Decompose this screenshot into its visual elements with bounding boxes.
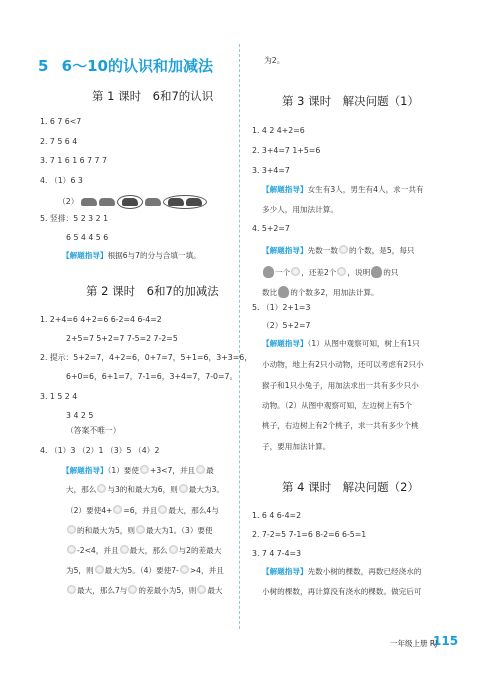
hint-line: 多少人，用加法计算。 bbox=[262, 205, 338, 214]
lesson4-title: 第 4 课时 解决问题（2） bbox=[282, 480, 419, 494]
hint-label: 【解题指导】 bbox=[262, 246, 308, 255]
peach-icon bbox=[337, 267, 346, 276]
hint-label: 【解题指导】 bbox=[262, 185, 308, 194]
hint-text: 最大为3。 bbox=[188, 485, 225, 494]
hint-text: （1）从图中观察可知，树上有1只 bbox=[307, 339, 420, 348]
monkey-icon bbox=[263, 266, 274, 278]
chapter-title: 6～10的认识和加减法 bbox=[61, 57, 213, 75]
hint-text: 的只 bbox=[383, 268, 399, 277]
answer-line: 5. 竖排：5 2 3 2 1 bbox=[40, 214, 109, 223]
answer-line: 3. 3+4=7 bbox=[252, 166, 290, 175]
car-picture bbox=[81, 195, 207, 209]
hint-text: 的个数多2，用加法计算。 bbox=[290, 288, 379, 297]
hint-text: 的个数，是5，每只 bbox=[348, 246, 415, 255]
hint-line bbox=[262, 266, 398, 278]
hint-text: ，还差2个 bbox=[301, 268, 337, 277]
hint-line: 子，要用加法计算。 bbox=[262, 442, 331, 451]
column-divider bbox=[239, 44, 240, 629]
answer-line: 4. 5+2=7 bbox=[252, 224, 290, 233]
flower-icon bbox=[196, 465, 205, 474]
flower-icon bbox=[169, 545, 178, 554]
flower-icon bbox=[113, 505, 122, 514]
flower-icon bbox=[67, 585, 76, 594]
flower-icon bbox=[120, 545, 129, 554]
chapter-number: 5 bbox=[38, 57, 49, 75]
answer-line: 2. 7-2=5 7-1=6 8-2=6 6-5=1 bbox=[252, 530, 367, 539]
hint-text: 最大，那么 bbox=[129, 546, 168, 555]
answer-line: 4. （1）6 3 bbox=[40, 176, 83, 185]
peach-icon bbox=[339, 245, 348, 254]
hint-text: 最 bbox=[206, 466, 214, 475]
hint-line bbox=[62, 465, 214, 476]
chapter-heading bbox=[38, 55, 213, 76]
answer-line: 3. 7 4 7-4=3 bbox=[252, 549, 302, 558]
hint-text: 的差最小为5，则 bbox=[138, 586, 197, 595]
answer-line: 3 4 2 5 bbox=[66, 411, 94, 420]
answer-line: 2+5=7 5+2=7 7-5=2 7-2=5 bbox=[66, 334, 178, 343]
hint-text: 与3的和最大为6，则 bbox=[107, 485, 178, 494]
continued-text: 为2。 bbox=[264, 56, 285, 65]
flower-icon bbox=[158, 505, 167, 514]
flower-icon bbox=[180, 565, 189, 574]
answer-line: 1. 4 2 4+2=6 bbox=[252, 126, 305, 135]
hint-line bbox=[262, 184, 424, 195]
car-icon bbox=[186, 198, 202, 206]
answer-line: 2. 7 5 6 4 bbox=[40, 137, 78, 146]
hint-line bbox=[66, 585, 223, 596]
answer-line: 1. 6 4 6-4=2 bbox=[252, 511, 302, 520]
circled-cars bbox=[117, 195, 143, 209]
flower-icon bbox=[136, 525, 145, 534]
hint-text: 先数小树的棵数，再数已经浇水的 bbox=[307, 567, 422, 576]
page-number: 115 bbox=[433, 634, 459, 648]
flower-icon bbox=[67, 545, 76, 554]
hint-text: 数比 bbox=[262, 288, 278, 297]
peach-icon bbox=[291, 267, 300, 276]
hint-line bbox=[66, 484, 224, 495]
hint-text: （2）要使4+ bbox=[66, 506, 113, 515]
hint-text: 一个 bbox=[275, 268, 291, 277]
hint-text: 最大，那么4与 bbox=[168, 506, 219, 515]
flower-icon bbox=[97, 484, 106, 493]
lesson3-title: 第 3 课时 解决问题（1） bbox=[282, 94, 419, 108]
hint-line: 猴子和1只小兔子，用加法求出一共有多少只小 bbox=[262, 381, 419, 390]
hint-line bbox=[66, 525, 213, 536]
hint-text: 最大 bbox=[207, 586, 223, 595]
hint-text: 与2的差最大 bbox=[178, 546, 222, 555]
lesson2-title: 第 2 课时 6和7的加减法 bbox=[86, 284, 219, 298]
hint-text: 大，那么 bbox=[66, 485, 97, 494]
answer-line: 3. 7 1 6 1 6 7 7 7 bbox=[40, 156, 107, 165]
hint-line: 小树的棵数，再计算没有浇水的棵数。做完后可 bbox=[262, 587, 422, 596]
flower-icon bbox=[179, 484, 188, 493]
hint-line bbox=[262, 566, 421, 577]
hint-line: 小动物，地上有2只小动物，还可以考虑有2只小 bbox=[262, 360, 424, 369]
flower-icon bbox=[197, 585, 206, 594]
answer-line: 5. （1）2+1=3 bbox=[252, 303, 311, 312]
hint-label: 【解题指导】 bbox=[262, 567, 308, 576]
hint-label: 【解题指导】 bbox=[62, 466, 108, 475]
hint-line: 动物。（2）从图中观察可知，左边树上有5个 bbox=[262, 401, 413, 410]
hint-line bbox=[262, 286, 379, 298]
car-icon bbox=[145, 198, 161, 206]
flower-icon bbox=[140, 465, 149, 474]
hint-text: 的和最大为5，则 bbox=[77, 526, 135, 535]
answer-line-cars bbox=[58, 195, 207, 209]
footer-label: 一年级上册 RJ bbox=[390, 639, 438, 648]
hint-line bbox=[262, 338, 420, 349]
car-icon bbox=[122, 198, 138, 206]
hint-text: （1）要使 bbox=[107, 466, 139, 475]
hint-text: 最大为5。（4）要使7- bbox=[104, 566, 179, 575]
hint-text: >4，并且 bbox=[189, 566, 224, 575]
hint-text: ，说明 bbox=[347, 268, 371, 277]
hint-line bbox=[66, 545, 221, 556]
car-icon bbox=[81, 198, 97, 206]
answer-line: 2. 3+4=7 1+5=6 bbox=[252, 146, 321, 155]
answer-line: 3. 1 5 2 4 bbox=[40, 392, 78, 401]
car-icon bbox=[168, 198, 184, 206]
hint-line bbox=[62, 250, 201, 261]
hint-text: 最大为1。（3）要使 bbox=[146, 526, 213, 535]
answer-line: 1. 6 7 6<7 bbox=[40, 117, 82, 126]
flower-icon bbox=[67, 525, 76, 534]
hint-text: 根据6与7的分与合填一填。 bbox=[107, 251, 201, 260]
hint-line bbox=[66, 505, 219, 516]
hint-text: 最大，那么7与 bbox=[77, 586, 128, 595]
hint-line bbox=[66, 565, 224, 576]
monkey-icon bbox=[278, 286, 289, 298]
answer-note: （答案不唯一） bbox=[66, 426, 121, 435]
hint-line: 桃子，右边树上有2个桃子，求一共有多少个桃 bbox=[262, 421, 419, 430]
hint-line bbox=[262, 245, 415, 256]
monkey-icon bbox=[371, 266, 382, 278]
lesson1-title: 第 1 课时 6和7的认识 bbox=[92, 89, 214, 103]
answer-line: 1. 2+4=6 4+2=6 6-2=4 6-4=2 bbox=[40, 315, 162, 324]
hint-text: =6，并且 bbox=[123, 506, 158, 515]
hint-text: 女生有3人，男生有4人，求一共有 bbox=[307, 185, 424, 194]
hint-text: +3<7，并且 bbox=[149, 466, 196, 475]
circled-cars bbox=[163, 195, 207, 209]
answer-line: 6 5 4 4 5 6 bbox=[66, 233, 109, 242]
flower-icon bbox=[128, 585, 137, 594]
hint-label: 【解题指导】 bbox=[262, 339, 308, 348]
hint-text: 为5，则 bbox=[66, 566, 94, 575]
hint-text: 先数一数 bbox=[307, 246, 338, 255]
answer-line: 2. 提示：5+2=7，4+2=6，0+7=7，5+1=6，3+3=6， bbox=[40, 353, 253, 362]
answer-label: （2） bbox=[58, 197, 79, 206]
hint-text: -2<4，并且 bbox=[77, 546, 119, 555]
answer-line: 6+0=6，6+1=7，7-1=6，3+4=7，7-0=7。 bbox=[66, 372, 238, 381]
answer-line: （2）5+2=7 bbox=[262, 321, 311, 330]
flower-icon bbox=[95, 565, 104, 574]
hint-label: 【解题指导】 bbox=[62, 251, 108, 260]
car-icon bbox=[99, 198, 115, 206]
answer-line: 4. （1）3 （2）1 （3）5 （4）2 bbox=[40, 446, 160, 455]
